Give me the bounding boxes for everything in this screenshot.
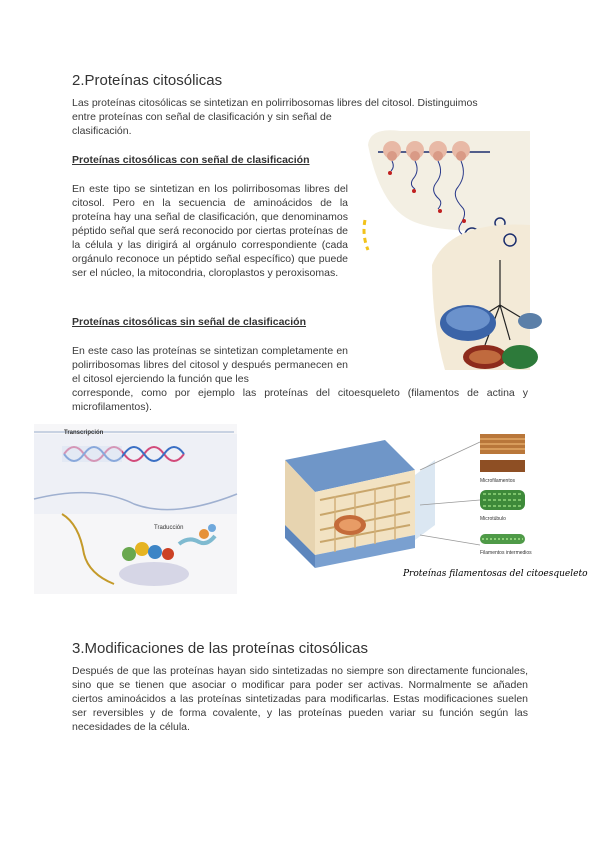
without-signal-paragraph: En este caso las proteínas se sintetizan completamente en polirribosomas libres del citosol y después permanecen en el citosol ejerciendo la función que les [72,345,348,385]
without-signal-heading: Proteínas citosólicas sin señal de clasificación [72,316,307,328]
with-signal-heading: Proteínas citosólicas con señal de clasificación [72,154,310,166]
polyribosome-figure [360,125,530,370]
intro-line-3: clasificación. [72,125,132,137]
filament-label-2: Microtúbulo [480,516,506,522]
microfilament-filament [480,434,525,472]
filament-label-3: Filamentos intermedios [480,550,532,556]
intro-line-1: Las proteínas citosólicas se sintetizan en polirribosomas libres del citosol. Distinguimos [72,97,478,109]
cytoskeleton-figure [275,430,588,590]
cytoskeleton-caption: Proteínas filamentosas del citoesqueleto [403,569,588,579]
transcription-translation-figure [34,424,237,594]
translation-label: Traducción [154,525,184,531]
section-2-title: 2.Proteínas citosólicas [72,72,223,89]
intermediate-filament [480,534,525,544]
filament-label-1: Microfilamentos [480,478,516,484]
chloroplast-icon [502,345,538,369]
peroxisome-icon [518,313,542,329]
without-signal-paragraph-cont: corresponde, como por ejemplo las proteínas del citoesqueleto (filamentos de actina y microfilamentos). [72,387,528,413]
microtubule-filament [480,490,525,510]
intro-line-2: entre proteínas con señal de clasificación y sin señal de [72,111,332,123]
section-3-paragraph: Después de que las proteínas hayan sido sintetizadas no siempre son directamente funcionales, sino que se tienen que asociar o modificar para poder ser activas. Normalmente se añaden ciertos aminoácidos a las proteínas sintetizadas para modificarlas. Estas modificaciones suelen ser reversibles y de forma covalente, y las proteínas pueden variar su función según las necesidades de la célula. [72,665,528,733]
with-signal-paragraph: En este tipo se sintetizan en los polirribosomas libres del citosol. Pero en la secuencia de aminoácidos de la proteína hay una señal de clasificación, que denominamos péptido señal que será reconocido por ciertas proteínas de la célula y las dirigirá al orgánulo correspondiente (cada orgánulo reconoce un péptido señal específico) que puede ser el núcleo, la mitocondria, cloroplastos y peroxisomas. [72,183,348,279]
transcription-label: Transcripción [64,430,104,436]
section-3-title: 3.Modificaciones de las proteínas citosólicas [72,640,368,657]
